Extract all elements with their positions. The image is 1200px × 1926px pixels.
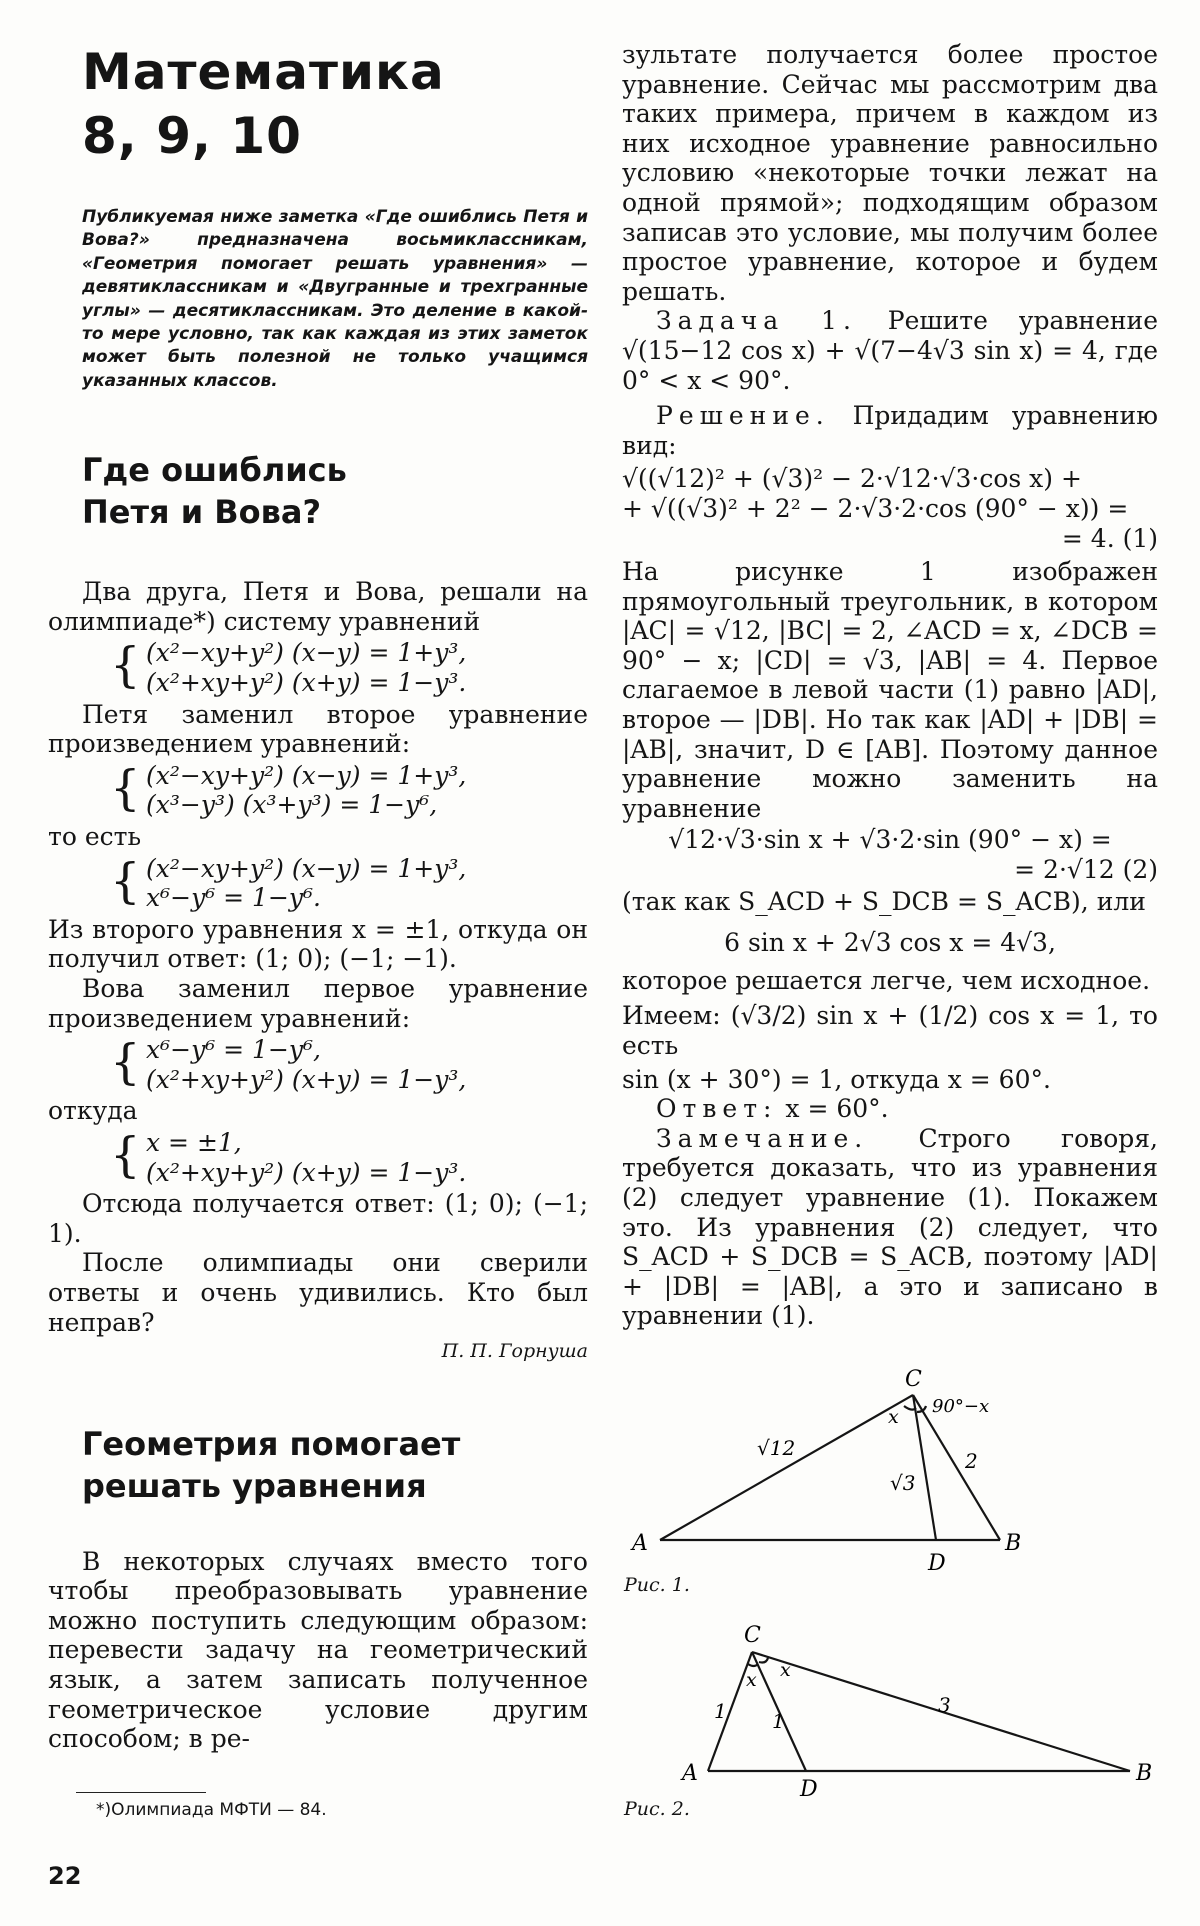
label-angle-x-2: x: [780, 1659, 791, 1681]
solution-text: Придадим уравнению вид:: [622, 401, 1158, 460]
answer-label: Ответ:: [656, 1094, 778, 1124]
label-cd: 1: [772, 1709, 785, 1733]
task-paragraph: [622, 306, 1158, 395]
author-signature: П. П. Горнуша: [441, 1340, 588, 1363]
article2-title-line-2: решать уравнения: [82, 1466, 427, 1505]
paragraph: то есть: [48, 822, 142, 851]
solution-label: Решение.: [656, 401, 830, 431]
equation-system: { (x²−xy+y²) (x−y) = 1+y³, (x³−y³) (x³+y³) = 1−y⁶,: [116, 761, 588, 820]
paragraph: откуда: [48, 1096, 138, 1126]
page-title: [82, 40, 588, 168]
equation-system: { x = ±1, (x²+xy+y²) (x+y) = 1−y³.: [116, 1128, 588, 1187]
equation-3: 6 sin x + 2√3 cos x = 4√3,: [724, 928, 1056, 958]
label-a: A: [682, 1761, 698, 1786]
equation-line: √((√12)² + (√3)² − 2·√12·√3·cos x) +: [622, 464, 1082, 494]
label-ac: √12: [757, 1436, 796, 1460]
article1-title: [82, 449, 588, 533]
figure-2: [660, 1616, 1180, 1796]
equation: (x²−xy+y²) (x−y) = 1+y³,: [146, 853, 467, 883]
angle-arc-2: [759, 1658, 768, 1663]
paragraph: Отсюда получается ответ: (1; 0); (−1; 1).: [48, 1189, 588, 1248]
left-column: [48, 40, 588, 1754]
paragraph: Два друга, Петя и Вова, решали на олимпиаде*) систему уравнений: [48, 577, 588, 636]
label-cb: 2: [965, 1449, 978, 1473]
equation: x⁶−y⁶ = 1−y⁶,: [146, 1035, 321, 1065]
equation: (x³−y³) (x³+y³) = 1−y⁶,: [146, 790, 438, 820]
figure-1-caption: Рис. 1.: [624, 1574, 690, 1596]
remark-label: Замечание.: [656, 1123, 869, 1153]
equation-line: = 4. (1): [1061, 523, 1158, 553]
equation-line: = 2·√12 (2): [1014, 855, 1158, 885]
article1-title-line-1: Где ошиблись: [82, 451, 347, 490]
label-d: D: [928, 1551, 946, 1570]
label-angle-x-1: x: [746, 1669, 757, 1691]
paragraph: Из второго уравнения x = ±1, откуда он получил ответ: (1; 0); (−1; −1).: [48, 914, 588, 974]
remark-text: Строго говоря, требуется доказать, что из уравнения (2) следует уравнение (1). Покажем это. Из уравнения (2) следует, что S_ACD + S_DCB = S_ACB, поэтому |AD| + |DB| = |AB|, а это и записано в уравнении (1).: [622, 1123, 1159, 1331]
equation: x = ±1,: [146, 1127, 242, 1157]
label-cd: √3: [890, 1471, 916, 1495]
equation-line: + √((√3)² + 2² − 2·√3·2·cos (90° − x)) =: [622, 493, 1129, 523]
label-d: D: [800, 1777, 818, 1796]
label-angle-90-x: 90°−x: [932, 1396, 990, 1417]
equation-1: [622, 464, 1158, 553]
paragraph: зультате получается более простое уравнение. Сейчас мы рассмотрим два таких примера, причем в каждом из них исходное уравнение равносильно условию «некоторые точки лежат на одной прямой»; подходящим образом записав это условие, мы получим более простое уравнение, которое и будем решать.: [622, 40, 1158, 306]
task-text: Решите уравнение √(15−12 cos x) + √(7−4√3 sin x) = 4, где 0° < x < 90°.: [622, 306, 1158, 395]
right-column: [622, 40, 1158, 1331]
label-angle-x: x: [888, 1406, 899, 1428]
intro-paragraph: Публикуемая ниже заметка «Где ошиблись Петя и Вова?» предназначена восьмиклассникам, «Геометрия помогает решать уравнения» — девятиклассникам и «Двугранные и трехгранные углы» — десятиклассникам. Это деление в какой-то мере условно, так как каждая из этих заметок может быть полезной не только учащимся указанных классов.: [82, 207, 588, 391]
equation: (x²+xy+y²) (x+y) = 1−y³,: [146, 1064, 467, 1094]
title-line-1: Математика: [82, 43, 445, 101]
paragraph: Петя заменил второе уравнение произведением уравнений:: [48, 699, 588, 759]
label-a: A: [632, 1531, 648, 1556]
figure-2-caption: Рис. 2.: [624, 1798, 690, 1820]
answer-paragraph: [622, 1094, 1158, 1124]
remark-paragraph: [622, 1124, 1158, 1331]
page-number: 22: [48, 1862, 82, 1890]
equation: (x²−xy+y²) (x−y) = 1+y³,: [146, 760, 467, 790]
figure-1: [620, 1360, 1160, 1570]
paragraph: Вова заменил первое уравнение произведением уравнений:: [48, 973, 588, 1033]
label-b: B: [1005, 1531, 1022, 1556]
article2-title-line-1: Геометрия помогает: [82, 1424, 461, 1463]
equation: (x²+xy+y²) (x+y) = 1−y³.: [146, 668, 467, 698]
footnote-rule: [76, 1792, 206, 1793]
article1-title-line-2: Петя и Вова?: [82, 493, 322, 532]
paragraph: В некоторых случаях вместо того чтобы преобразовывать уравнение можно поступить следующим образом: перевести задачу на геометрический язык, а затем записать полученное геометрическое условие другим способом; в ре-: [48, 1546, 588, 1754]
angle-arc-1: [748, 1664, 758, 1666]
answer-value: x = 60°.: [785, 1094, 889, 1124]
paragraph: После олимпиады они сверили ответы и очень удивились. Кто был неправ?: [48, 1248, 588, 1337]
equation-system: { (x²−xy+y²) (x−y) = 1+y³, (x²+xy+y²) (x+y) = 1−y³.: [116, 638, 588, 697]
paragraph: Имеем: (√3/2) sin x + (1/2) cos x = 1, то есть: [622, 1001, 1158, 1060]
paragraph: (так как S_ACD + S_DCB = S_ACB), или: [622, 886, 1146, 916]
paragraph: На рисунке 1 изображен прямоугольный треугольник, в котором |AC| = √12, |BC| = 2, ∠ACD = x, ∠DCB = 90° − x; |CD| = √3, |AB| = 4. Первое слагаемое в левой части (1) равно |AD|, второе — |DB|. Но так как |AD| + |DB| = |AB|, значит, D ∈ [AB]. Поэтому данное уравнение можно заменить на уравнение: [622, 557, 1158, 823]
article2-title: [82, 1423, 588, 1507]
equation: (x²−xy+y²) (x−y) = 1+y³,: [146, 638, 467, 668]
paragraph: которое решается легче, чем исходное.: [622, 965, 1151, 995]
task-label: Задача 1.: [656, 306, 857, 336]
label-ac: 1: [714, 1699, 727, 1723]
label-c: C: [905, 1367, 922, 1392]
paragraph: sin (x + 30°) = 1, откуда x = 60°.: [622, 1064, 1051, 1094]
equation-system: { (x²−xy+y²) (x−y) = 1+y³, x⁶−y⁶ = 1−y⁶.: [116, 854, 588, 913]
label-b: B: [1136, 1761, 1153, 1786]
equation-2: [622, 825, 1158, 884]
footnote: *)Олимпиада МФТИ — 84.: [96, 1800, 327, 1820]
article1-body: [48, 577, 588, 1366]
label-cb: 3: [938, 1693, 951, 1717]
equation: x⁶−y⁶ = 1−y⁶.: [146, 883, 321, 913]
equation-system: { x⁶−y⁶ = 1−y⁶, (x²+xy+y²) (x+y) = 1−y³,: [116, 1035, 588, 1094]
title-line-2: 8, 9, 10: [82, 107, 302, 165]
solution-paragraph: [622, 401, 1158, 460]
equation-line: √12·√3·sin x + √3·2·sin (90° − x) =: [668, 825, 1112, 855]
equation: (x²+xy+y²) (x+y) = 1−y³.: [146, 1157, 467, 1187]
label-c: C: [744, 1623, 761, 1648]
segment-ac: [660, 1395, 916, 1540]
